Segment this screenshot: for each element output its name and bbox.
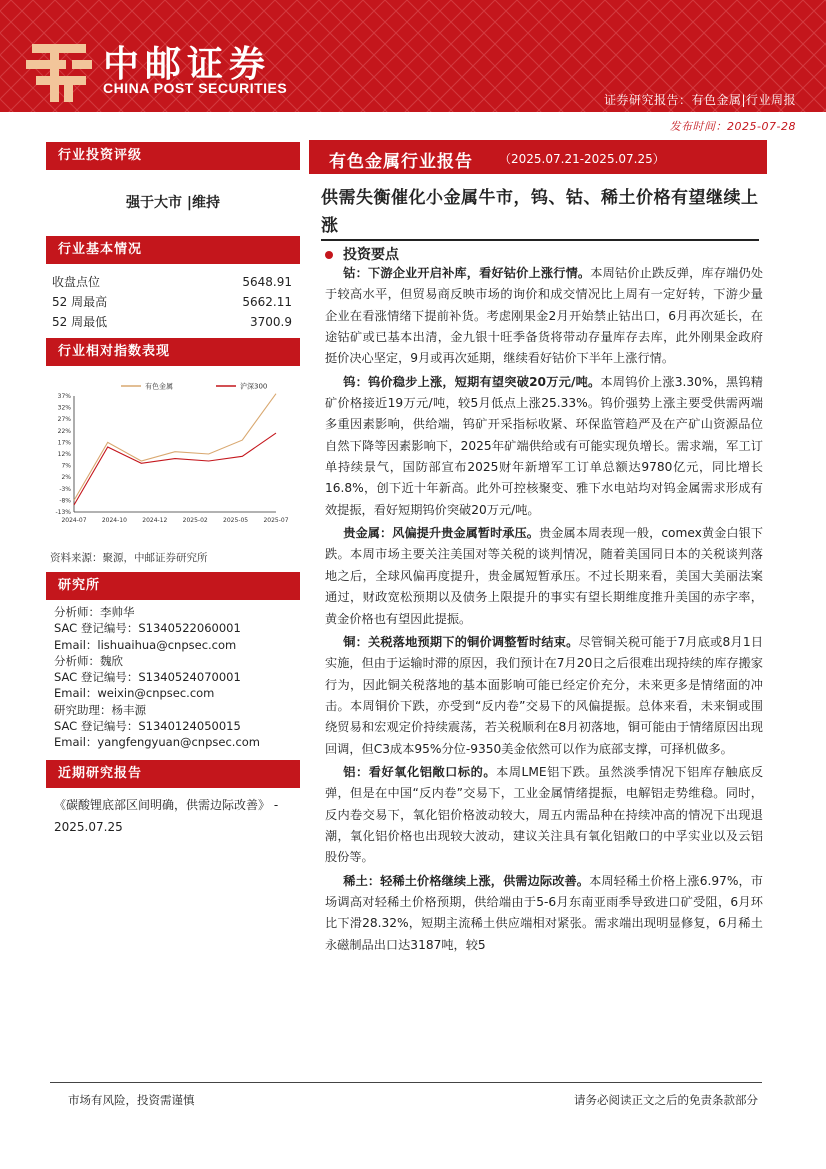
stat-label: 52 周最高 — [52, 295, 108, 309]
paragraph-lead: 稀土：轻稀土价格继续上涨，供需边际改善。 — [343, 873, 590, 888]
y-tick-label: 2% — [61, 474, 71, 482]
stat-label: 收盘点位 — [52, 275, 101, 289]
divider — [321, 239, 759, 241]
footer-divider — [50, 1082, 762, 1083]
analyst-email[interactable]: Email：weixin@cnpsec.com — [54, 686, 215, 701]
research-title: 研究所 — [46, 572, 300, 600]
publish-date: 发布时间：2025-07-28 — [669, 120, 796, 133]
recent-reports-title: 近期研究报告 — [46, 760, 300, 788]
analyst-line: SAC 登记编号：S1340124050015 — [54, 719, 241, 734]
paragraph-lead: 钨：钨价稳步上涨，短期有望突破20万元/吨。 — [343, 374, 601, 389]
stat-value: 5648.91 — [242, 275, 292, 289]
stat-value: 3700.9 — [250, 315, 292, 329]
key-points-title: 投资要点 — [343, 247, 399, 263]
x-tick-label: 2025-07 — [263, 517, 289, 524]
breadcrumb: 证券研究报告：有色金属|行业周报 — [603, 93, 796, 107]
basic-info-table — [52, 272, 292, 332]
paragraph-cobalt — [325, 263, 763, 370]
performance-title: 行业相对指数表现 — [46, 338, 300, 366]
analyst-line: SAC 登记编号：S1340522060001 — [54, 621, 241, 636]
report-headline: 供需失衡催化小金属牛市，钨、钴、稀土价格有望继续上涨 — [321, 188, 759, 236]
paragraph-text: 本周钴价止跌反弹，库存端仍处于较高水平，但贸易商反映市场的询价和成交情况比上周有一定好转，下游少量企业在看涨情绪下提前补货。考虑刚果金2月开始禁止钴出口，6月再次延长，在途钴矿或已基本出清，金九银十旺季备货将带动存量库存去库，此外刚果金政府挺价决心坚定，9月或再次延期，继续看好钴价下半年上涨行情。 — [325, 266, 764, 366]
analyst-email[interactable]: Email：yangfengyuan@cnpsec.com — [54, 735, 261, 750]
rating-value: 强于大市 |维持 — [126, 195, 220, 211]
series-line — [74, 433, 276, 505]
analyst-list — [54, 604, 260, 751]
y-tick-label: 12% — [57, 451, 71, 458]
chart-source: 资料来源：聚源，中邮证券研究所 — [50, 552, 208, 564]
y-tick-label: -8% — [59, 497, 71, 505]
y-tick-label: 27% — [57, 416, 71, 424]
y-tick-label: 22% — [57, 427, 71, 435]
y-tick-label: 32% — [57, 404, 71, 412]
paragraph-tungsten — [325, 372, 763, 521]
footer-disclaimer-note: 请务必阅读正文之后的免责条款部分 — [574, 1093, 758, 1107]
y-tick-label: -13% — [55, 509, 71, 516]
x-tick-label: 2024-12 — [142, 517, 168, 524]
stat-label: 52 周最低 — [52, 315, 108, 329]
chart-svg — [46, 372, 300, 532]
paragraph-text: 尽管铜关税可能于7月底或8月1日实施，但由于运输时滞的原因，我们预计在7月20日之后很难出现持续的库存搬家行为，因此铜关税落地的基本面影响可能已经定价充分，未来更多是情绪面的冲击。本周铜价下跌，亦受到“反内卷”交易下的风偏提振。总体来看，未来铜或围绕贸易和宏观定价持续震荡，若关税顺利在8月初落地，铜可能由于情绪原因出现回调，但C3成本95%分位-9350美金依然可以作为底部支撑，可择机做多。 — [325, 634, 764, 756]
paragraph-aluminum — [325, 762, 763, 869]
paragraph-lead: 钴：下游企业开启补库，看好钴价上涨行情。 — [343, 266, 591, 280]
x-tick-label: 2025-05 — [223, 517, 249, 524]
y-tick-label: 7% — [61, 462, 71, 470]
report-title-bar — [309, 140, 767, 174]
x-tick-label: 2024-07 — [61, 517, 87, 524]
legend-label: 有色金属 — [145, 382, 173, 391]
recent-report-link[interactable]: 《碳酸锂底部区间明确，供需边际改善》 - 2025.07.25 — [54, 798, 279, 834]
stat-row — [52, 272, 292, 292]
logo-english: CHINA POST SECURITIES — [103, 80, 288, 96]
report-date-range: （2025.07.21-2025.07.25） — [499, 152, 665, 166]
report-body — [325, 263, 763, 958]
paragraph-lead: 铜：关税落地预期下的铜价调整暂时结束。 — [343, 634, 579, 649]
analyst-email[interactable]: Email：lishuaihua@cnpsec.com — [54, 637, 237, 652]
paragraph-lead: 贵金属：风偏提升贵金属暂时承压。 — [343, 526, 539, 541]
y-tick-label: -3% — [59, 485, 71, 493]
stat-row — [52, 312, 292, 332]
y-tick-label: 37% — [57, 393, 71, 400]
analyst-line: SAC 登记编号：S1340524070001 — [54, 670, 241, 685]
key-points-heading — [325, 244, 399, 264]
paragraph-text: 本周LME铝下跌。虽然淡季情况下铝库存触底反弹，但是在中国“反内卷”交易下，工业金属情绪提振，电解铝走势维稳。同时，反内卷交易下，氧化铝价格波动较大，周五内需品种在持续冲高的情况下出现退潮，氧化铝价格也出现较大波动，建议关注具有氧化铝敞口的中孚实业以及云铝股份等。 — [325, 764, 764, 865]
analyst-line: 研究助理：杨丰源 — [54, 702, 146, 717]
paragraph-copper — [325, 632, 763, 760]
paragraph-lead: 铝：看好氧化铝敞口标的。 — [343, 764, 497, 779]
china-post-logo-icon — [24, 38, 94, 108]
paragraph-text: 贵金属本周表现一般，comex黄金白银下跌。本周市场主要关注美国对等关税的谈判情况，随着美国同日本的关税谈判落地之后，全球风偏再度提升，贵金属短暂承压。不过长期来看，美国大美丽法案通过，财政宽松预期以及债务上限提升的事实有望长期维度推升美国的赤字率，黄金价格也有望因此提振。 — [325, 526, 763, 626]
bullet-icon — [325, 251, 333, 259]
y-tick-label: 17% — [57, 439, 71, 447]
logo-chinese: 中邮证券 — [103, 44, 272, 85]
x-tick-label: 2024-10 — [101, 517, 127, 524]
analyst-line: 分析师：魏欣 — [54, 653, 123, 668]
stat-row — [52, 292, 292, 312]
paragraph-rare-earth — [325, 871, 763, 956]
footer-risk-note: 市场有风险，投资需谨慎 — [68, 1093, 195, 1107]
paragraph-precious-metals — [325, 523, 763, 630]
header-banner — [0, 0, 826, 112]
rating-section-title: 行业投资评级 — [46, 142, 300, 170]
x-tick-label: 2025-02 — [182, 517, 208, 524]
stat-value: 5662.11 — [242, 295, 292, 309]
report-section-title: 有色金属行业报告 — [329, 152, 473, 172]
legend-label: 沪深300 — [240, 382, 268, 391]
paragraph-text: 本周钨价上涨3.30%，黑钨精矿价格接近19万元/吨，较5月低点上涨25.33%。钨价强势上涨主要受供需两端多重因素影响，供给端，钨矿开采指标收紧、环保监管趋严及在产矿山资源品位自然下降等因素影响下，2025年矿端供给或有可能实现负增长。需求端，军工订单持续景气，国防部宣布2025财年新增军工订单总额达9780亿元，同比增长16.8%，创下近十年新高。此外可控核聚变、雅下水电站均对钨金属需求形成有效提振，看好短期钨价突破20万元/吨。 — [325, 374, 763, 517]
basic-info-title: 行业基本情况 — [46, 236, 300, 264]
analyst-line: 分析师：李帅华 — [54, 605, 135, 619]
paragraph-text: 本周轻稀土价格上涨6.97%，市场调高对轻稀土价格预期，供给端由于5-6月东南亚雨季导致进口矿受阻，6月环比下滑28.32%，短期主流稀土供应端相对紧张。需求端出现明显修复，6月稀土永磁制品出口达3187吨，较5 — [325, 873, 763, 952]
relative-index-chart — [46, 372, 300, 532]
series-line — [74, 394, 276, 501]
